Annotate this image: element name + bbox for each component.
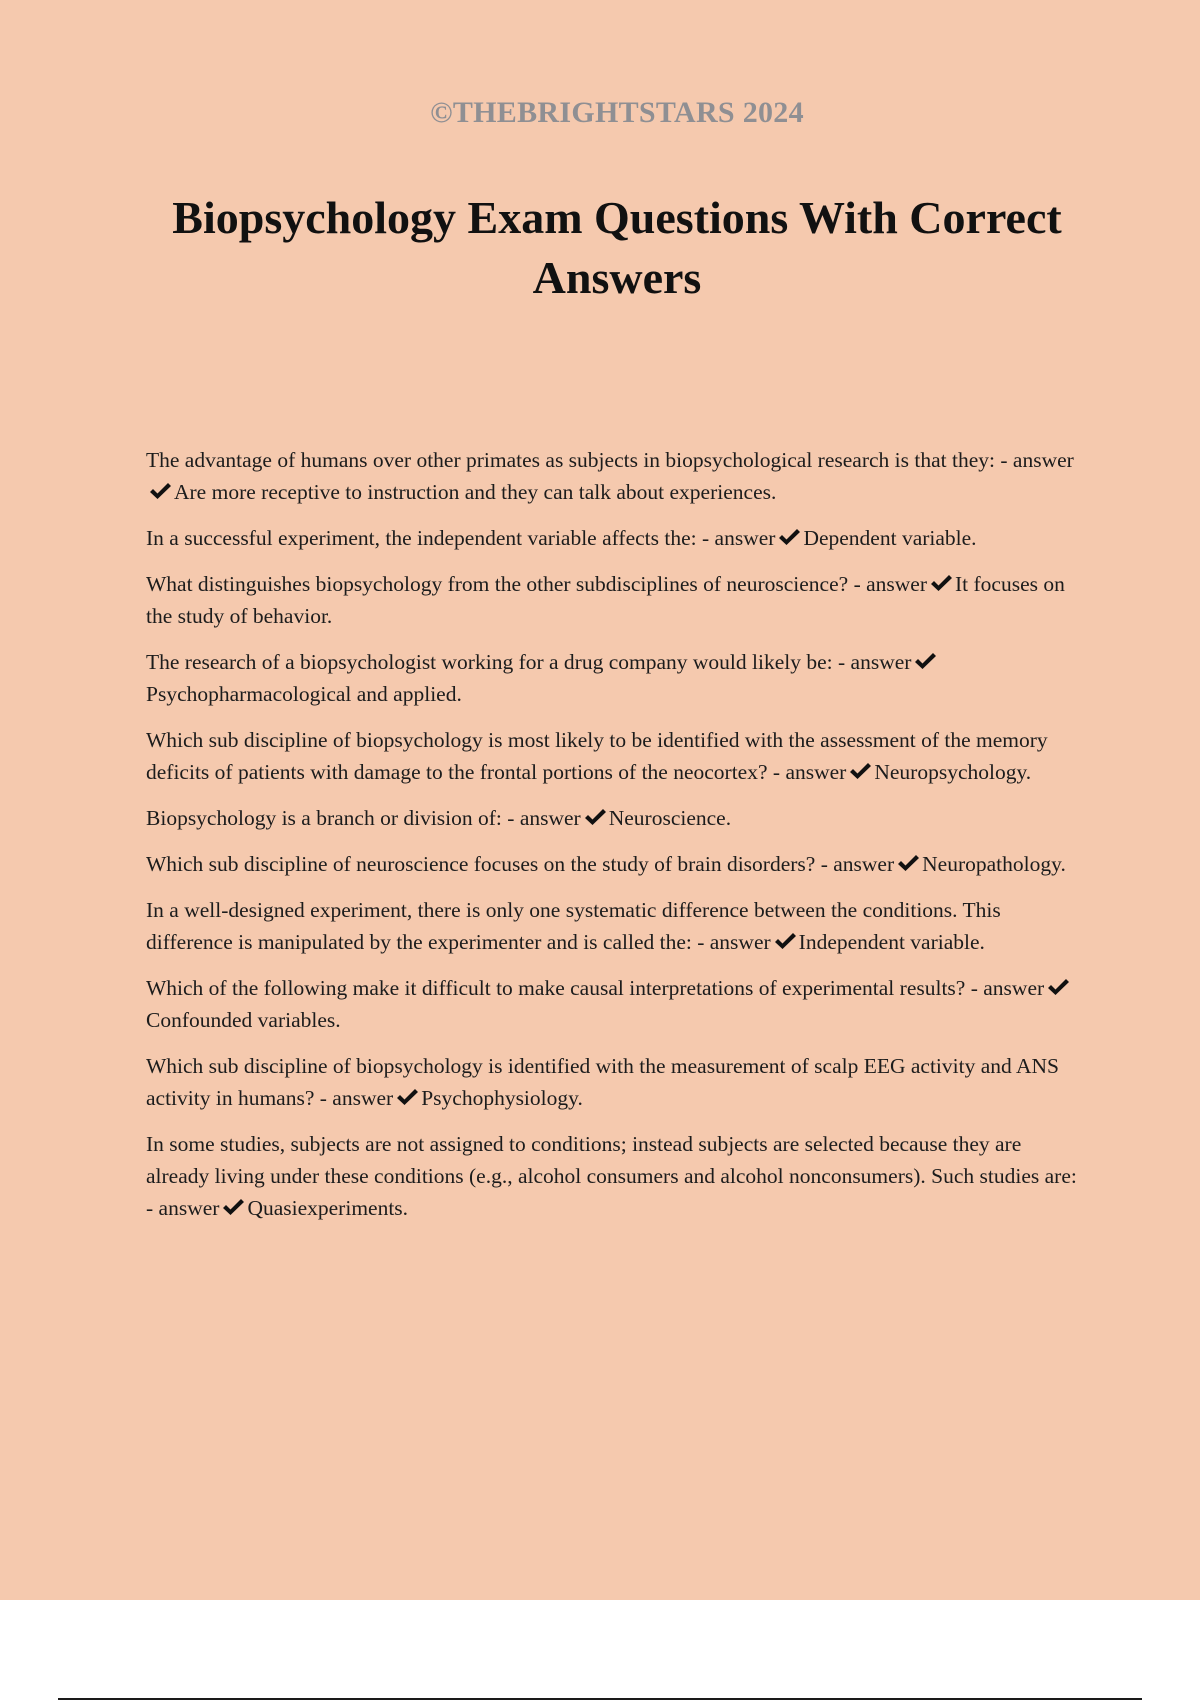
answer-text: Neuroscience. <box>608 806 732 830</box>
question-answer-list <box>146 444 1086 1238</box>
answer-text: Neuropsychology. <box>874 760 1032 784</box>
qa-item <box>146 444 1086 508</box>
qa-item <box>146 1128 1086 1224</box>
question-text: Which sub discipline of biopsychology is most likely to be identified with the assessment of the memory deficits of patients with damage to the frontal portions of the neocortex? <box>146 728 1048 784</box>
question-text: Which sub discipline of biopsychology is identified with the measurement of scalp EEG activity and ANS activity in humans? <box>146 1054 1059 1110</box>
answer-text: Psychopharmacological and applied. <box>146 682 462 706</box>
answer-label: - answer <box>848 572 927 596</box>
answer-label: - answer <box>965 976 1045 1000</box>
answer-label: - answer <box>815 852 895 876</box>
question-text: In some studies, subjects are not assigned to conditions; instead subjects are selected because they are already living under these conditions (e.g., alcohol consumers and alcohol nonconsumers). Such studies are: <box>146 1132 1077 1188</box>
question-text: Which sub discipline of neuroscience focuses on the study of brain disorders? <box>146 852 816 876</box>
qa-item <box>146 1050 1086 1114</box>
check-icon <box>148 481 172 501</box>
question-text: The advantage of humans over other primates as subjects in biopsychological research is that they: <box>146 448 995 472</box>
check-icon <box>848 761 872 781</box>
qa-item <box>146 522 1086 554</box>
page-title: Biopsychology Exam Questions With Correct Answers <box>172 192 1062 303</box>
answer-text: Dependent variable. <box>803 526 977 550</box>
answer-text: Are more receptive to instruction and they can talk about experiences. <box>174 480 777 504</box>
answer-text: Confounded variables. <box>146 1008 341 1032</box>
question-text: In a successful experiment, the independent variable affects the: <box>146 526 697 550</box>
qa-item <box>146 848 1086 880</box>
answer-text: Quasiexperiments. <box>247 1196 409 1220</box>
question-text: Biopsychology is a branch or division of: <box>146 806 502 830</box>
answer-label: - answer <box>314 1086 394 1110</box>
answer-label: - answer <box>832 650 912 674</box>
check-icon <box>896 853 920 873</box>
answer-text: It focuses on the study of behavior. <box>146 572 1065 628</box>
question-text: What distinguishes biopsychology from the other subdisciplines of neuroscience? <box>146 572 849 596</box>
answer-text: Independent variable. <box>798 930 985 954</box>
qa-item <box>146 646 1086 710</box>
check-icon <box>583 807 607 827</box>
answer-label: - answer <box>995 448 1074 472</box>
answer-label: - answer <box>696 526 776 550</box>
question-text: In a well-designed experiment, there is only one systematic difference between the conditions. This difference is manipulated by the experimenter and is called the: <box>146 898 1001 954</box>
check-icon <box>929 573 953 593</box>
check-icon <box>773 931 797 951</box>
question-text: Which of the following make it difficult to make causal interpretations of experimental results? <box>146 976 966 1000</box>
qa-item <box>146 724 1086 788</box>
question-text: The research of a biopsychologist working for a drug company would likely be: <box>146 650 833 674</box>
answer-label: - answer <box>146 1196 220 1220</box>
answer-label: - answer <box>501 806 581 830</box>
answer-text: Psychophysiology. <box>421 1086 583 1110</box>
answer-label: - answer <box>691 930 771 954</box>
check-icon <box>221 1197 245 1217</box>
check-icon <box>395 1087 419 1107</box>
check-icon <box>777 527 801 547</box>
qa-item <box>146 802 1086 834</box>
qa-item <box>146 568 1086 632</box>
qa-item <box>146 972 1086 1036</box>
copyright-watermark: ©THEBRIGHTSTARS 2024 <box>430 96 804 129</box>
qa-item <box>146 894 1086 958</box>
answer-text: Neuropathology. <box>922 852 1066 876</box>
check-icon <box>913 651 937 671</box>
answer-label: - answer <box>767 760 847 784</box>
check-icon <box>1046 977 1070 997</box>
